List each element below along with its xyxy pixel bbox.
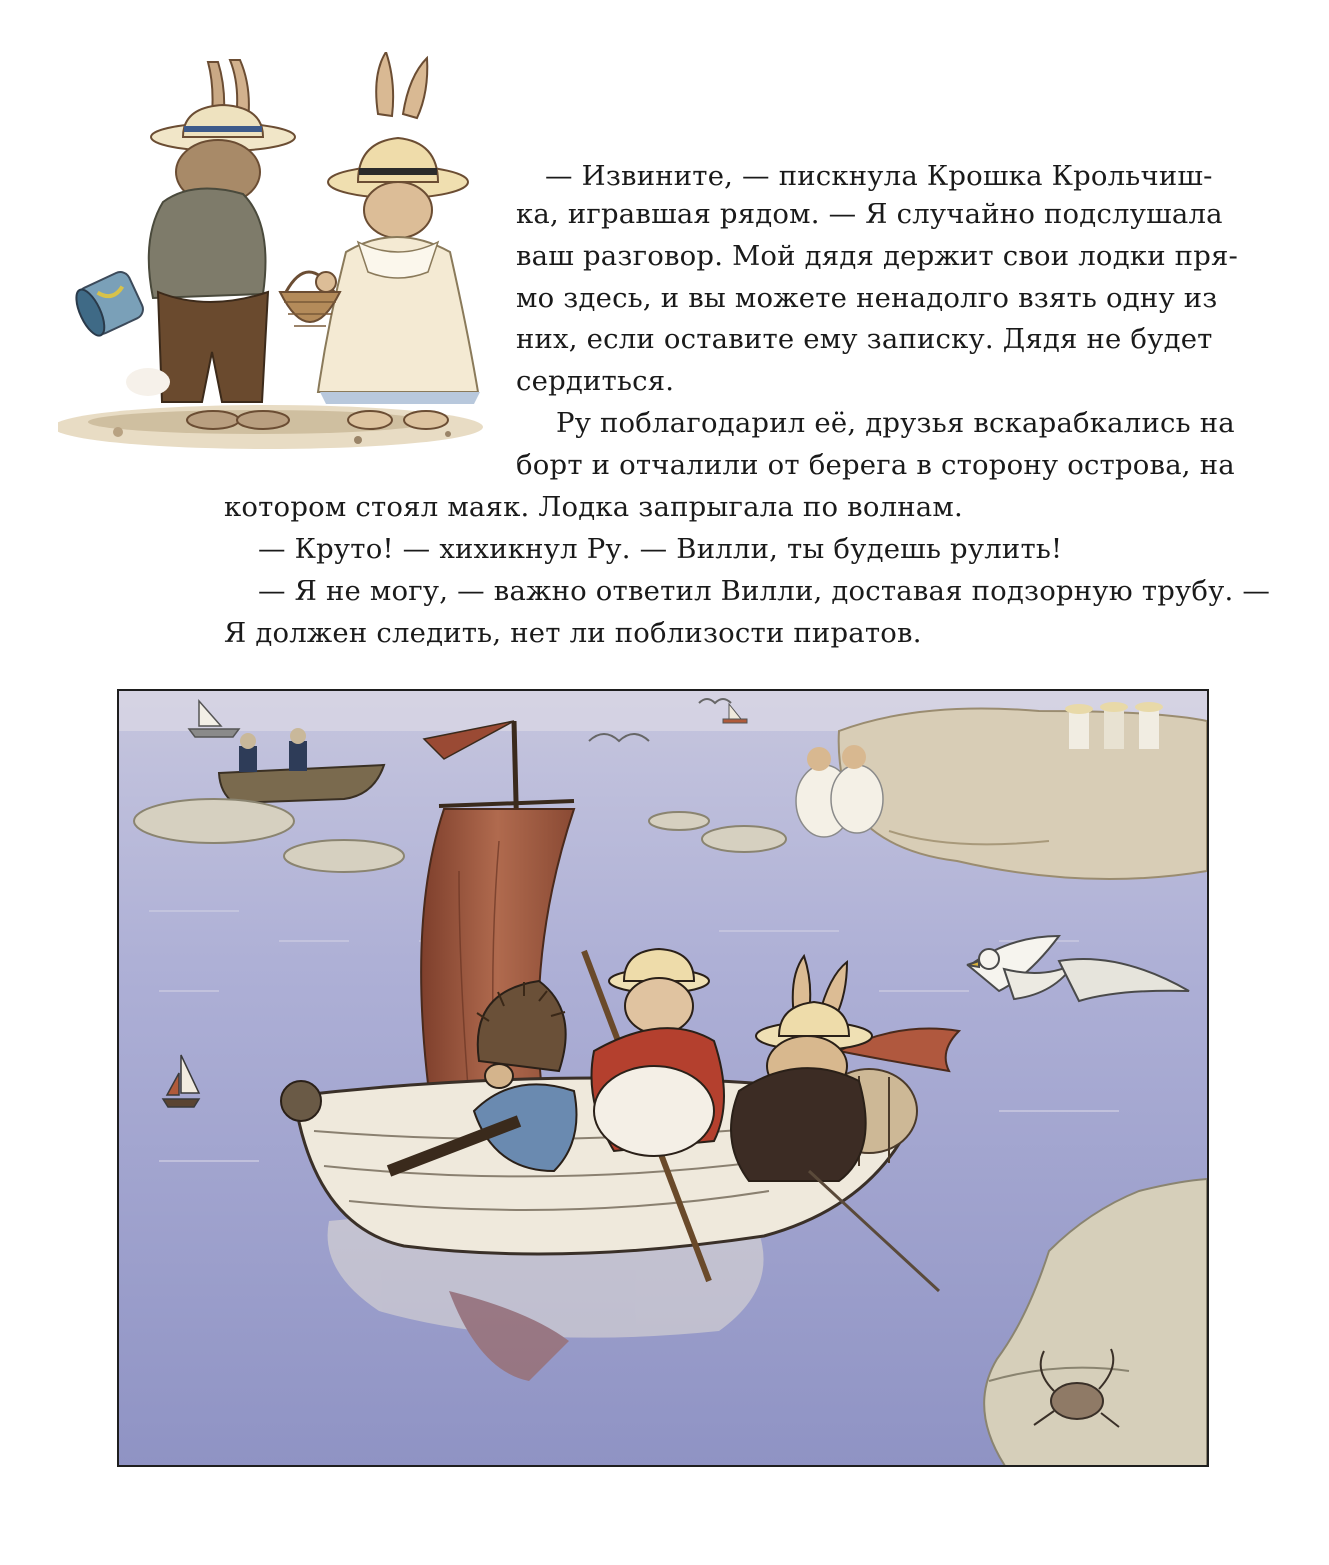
rabbit-in-dress-figure [280, 52, 480, 429]
text-line: ка, игравшая рядом. — Я случайно подслушала [516, 198, 1223, 230]
text-line: котором стоял маяк. Лодка запрыгала по волнам. [224, 491, 963, 523]
text-line: ваш разговор. Мой дядя держит свои лодки пря- [516, 240, 1239, 272]
distant-rabbits-figures [1065, 702, 1163, 749]
rabbits-illustration [58, 52, 490, 452]
sailing-boat-illustration [117, 689, 1209, 1467]
stone [284, 840, 404, 872]
text-line: — Извините, — пискнула Крошка Крольчиш- [545, 160, 1213, 192]
text-line: борт и отчалили от берега в сторону острова, на [516, 449, 1235, 481]
stone [649, 812, 709, 830]
stone [702, 826, 786, 852]
text-line: мо здесь, и вы можете ненадолго взять одну из [516, 282, 1218, 314]
text-line: Я должен следить, нет ли поблизости пиратов. [224, 617, 922, 649]
text-line: сердиться. [516, 365, 675, 397]
text-line: Ру поблагодарил её, друзья вскарабкались на [556, 407, 1235, 439]
rope-coil [281, 1081, 321, 1121]
rabbit-with-hat-figure [71, 60, 295, 429]
text-line: них, если оставите ему записку. Дядя не будет [516, 323, 1213, 355]
stone [134, 799, 294, 843]
text-line: — Я не могу, — важно ответил Вилли, доставая подзорную трубу. — [258, 575, 1271, 607]
text-line: — Круто! — хихикнул Ру. — Вилли, ты будешь рулить! [258, 533, 1063, 565]
